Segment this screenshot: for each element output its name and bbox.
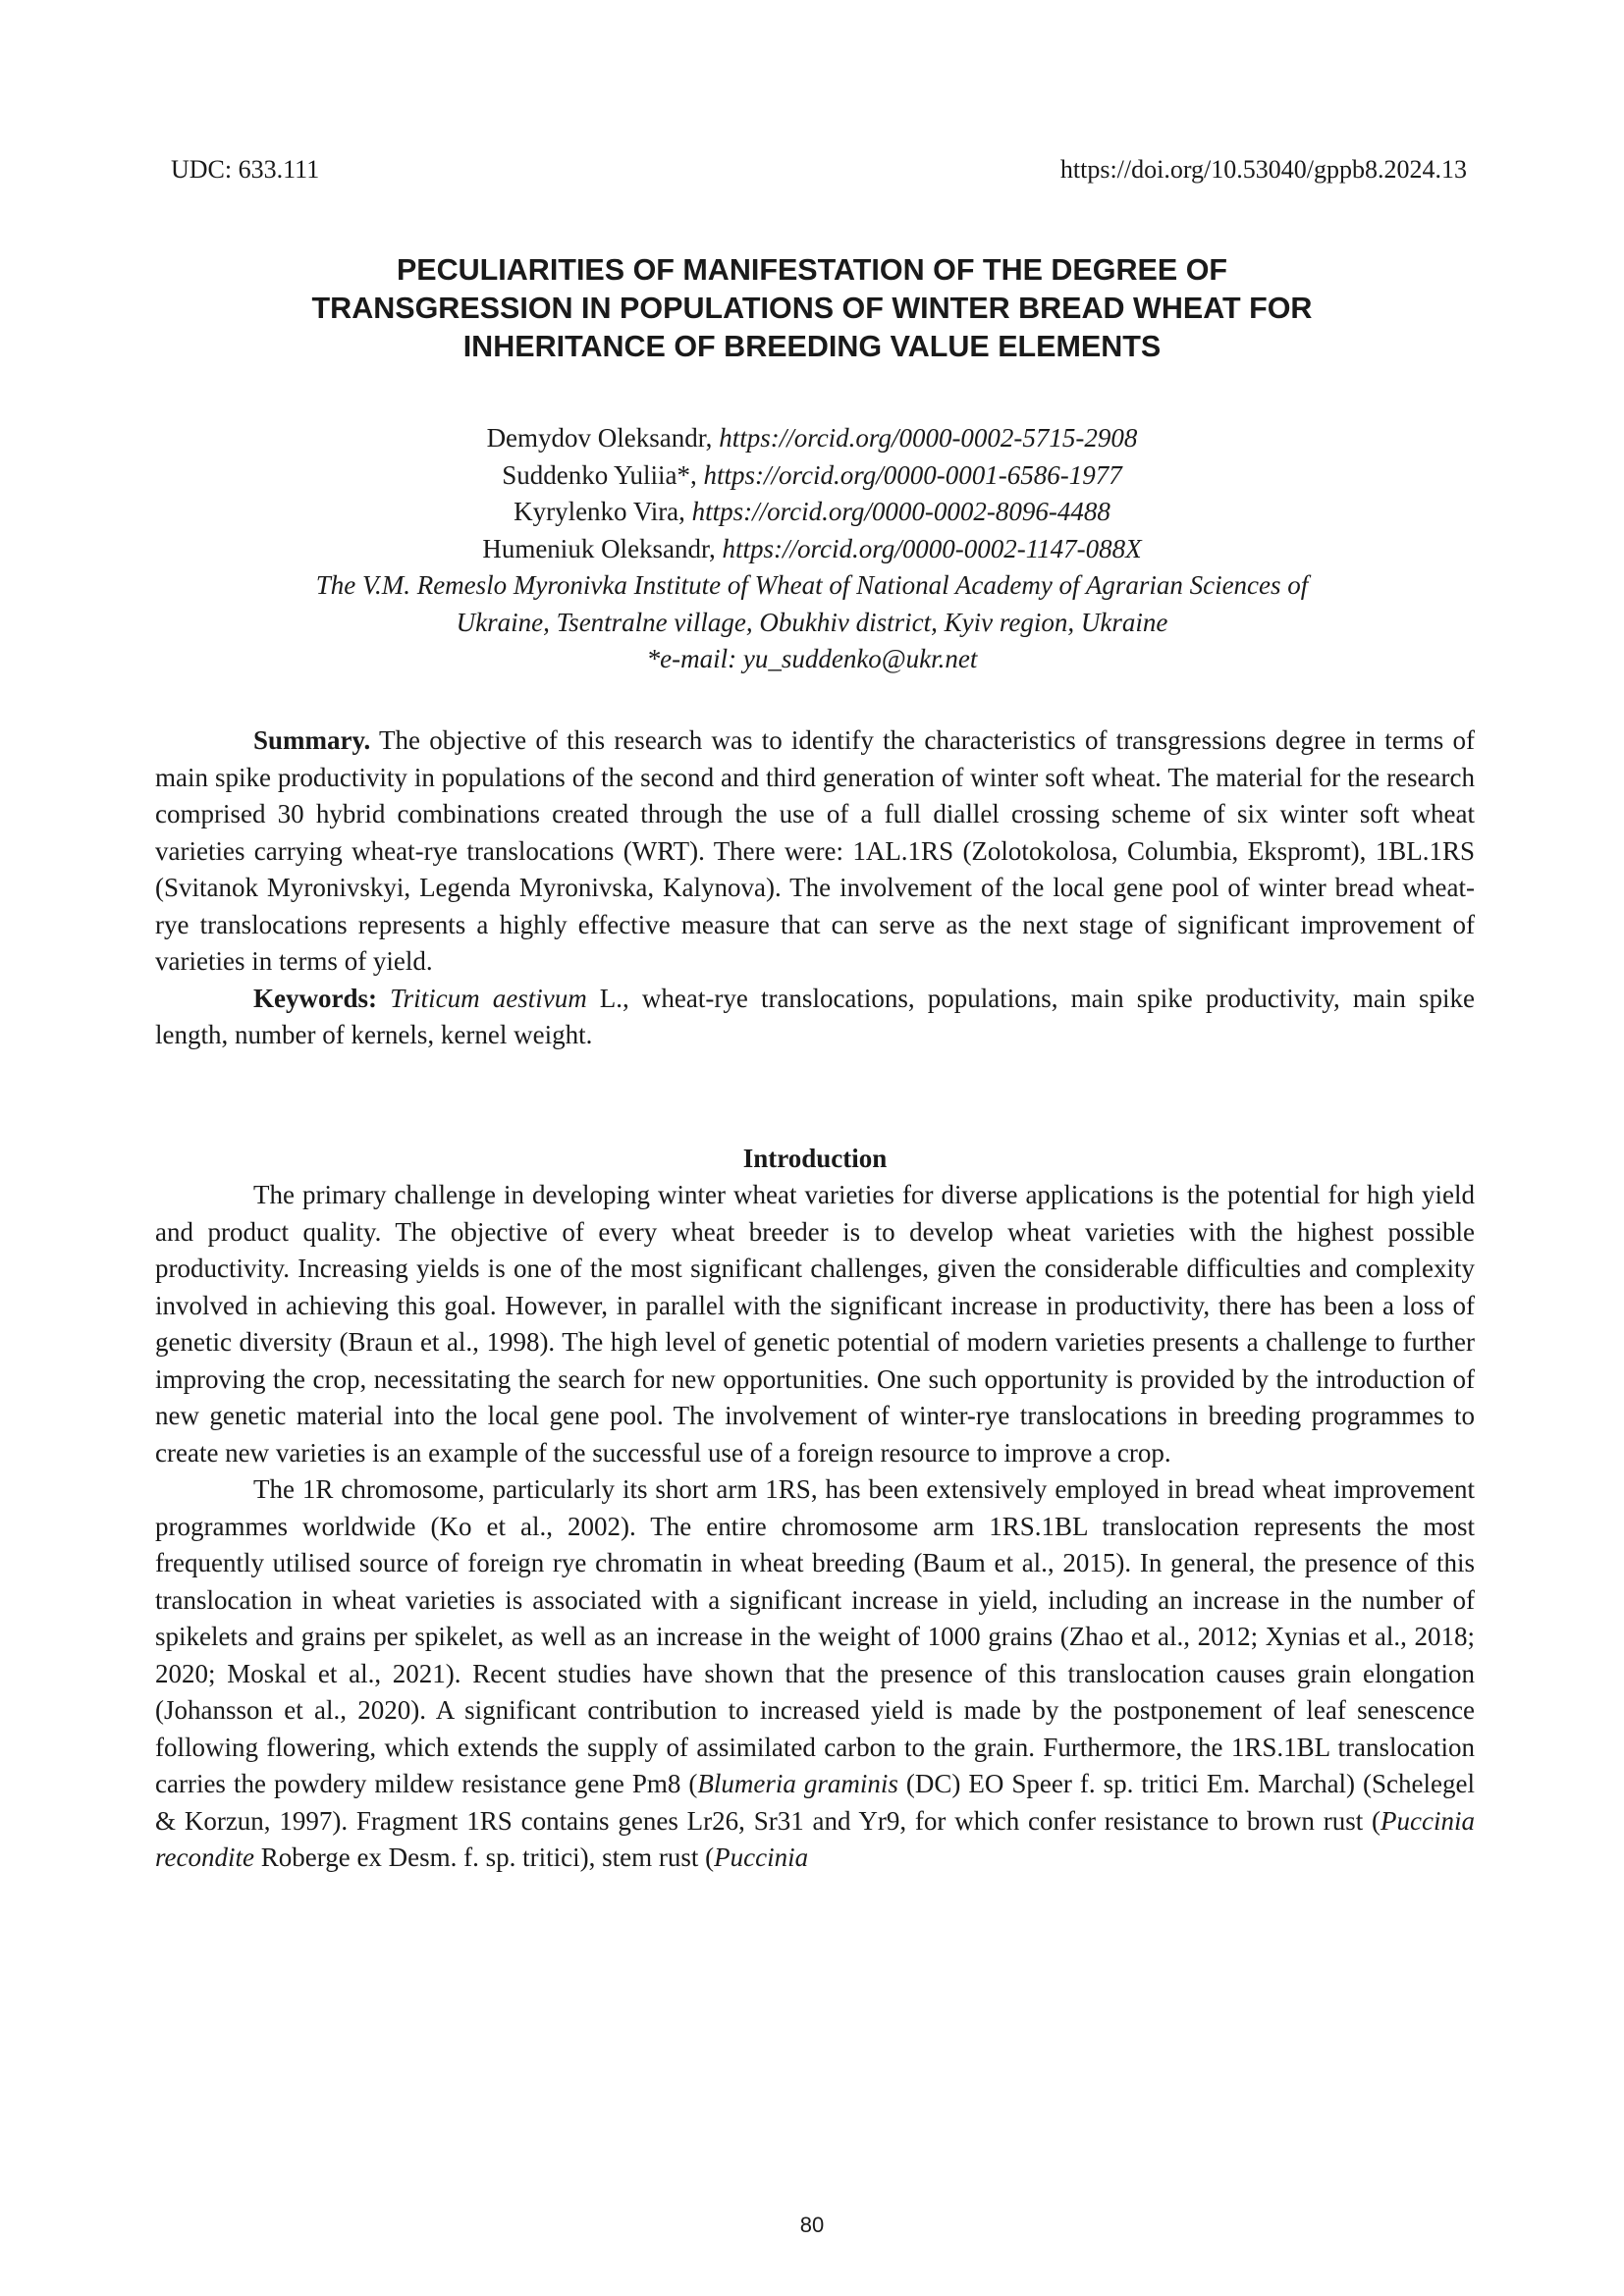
doi-link[interactable]: https://doi.org/10.53040/gppb8.2024.13 [1059, 155, 1467, 184]
contact-email[interactable]: *e-mail: yu_suddenko@ukr.net [646, 644, 978, 673]
introduction-section [155, 1177, 1475, 1877]
keywords-species: Triticum aestivum [390, 983, 587, 1013]
introduction-paragraph [155, 1471, 1475, 1877]
title-line: PECULIARITIES OF MANIFESTATION OF THE DEGREE OF [396, 253, 1228, 287]
title-line: TRANSGRESSION IN POPULATIONS OF WINTER BREAD WHEAT FOR [311, 292, 1313, 325]
species-name: Blumeria graminis [697, 1769, 898, 1798]
orcid-link[interactable]: https://orcid.org/0000-0002-8096-4488 [691, 497, 1110, 526]
paragraph-text: The 1R chromosome, particularly its short arm 1RS, has been extensively employed in bread wheat improvement programmes worldwide (Ko et al., 2002). The entire chromosome arm 1RS.1BL translocation represents the most frequently utilised source of foreign rye chromatin in wheat breeding (Baum et al., 2015). In general, the presence of this translocation in wheat varieties is associated with a significant increase in yield, including an increase in the number of spikelets and grains per spikelet, as well as an increase in the weight of 1000 grains (Zhao et al., 2012; Xynias et al., 2018; 2020; Moskal et al., 2021). Recent studies have shown that the presence of this translocation causes grain elongation (Johansson et al., 2020). A significant contribution to increased yield is made by the postponement of leaf senescence following flowering, which extends the supply of assimilated carbon to the grain. Furthermore, the 1RS.1BL translocation carries the powdery mildew resistance gene Pm8 ( [155, 1474, 1475, 1798]
orcid-link[interactable]: https://orcid.org/0000-0001-6586-1977 [703, 459, 1122, 490]
author-block [147, 420, 1477, 678]
orcid-link[interactable]: https://orcid.org/0000-0002-1147-088X [722, 533, 1142, 563]
author-name: Suddenko Yuliia*, [502, 459, 704, 490]
author-entry [147, 420, 1477, 457]
summary-label: Summary. [253, 725, 371, 755]
udc-code: UDC: 633.111 [171, 155, 320, 184]
title-line: INHERITANCE OF BREEDING VALUE ELEMENTS [462, 330, 1162, 363]
author-name: Demydov Oleksandr, [486, 423, 720, 453]
summary-paragraph [155, 722, 1475, 981]
author-entry [147, 494, 1477, 531]
affiliation-line: The V.M. Remeslo Myronivka Institute of Wheat of National Academy of Agrarian Sciences of [315, 570, 1309, 600]
introduction-heading: Introduction [742, 1144, 888, 1173]
orcid-link[interactable]: https://orcid.org/0000-0002-5715-2908 [719, 423, 1138, 453]
keywords-text: L., wheat-rye translocations, populations, main spike productivity, main spike length, number of kernels, kernel weight. [155, 983, 1475, 1049]
introduction-paragraph: The primary challenge in developing winter wheat varieties for diverse applications is the potential for high yield and product quality. The objective of every wheat breeder is to develop wheat varieties with the highest possible productivity. Increasing yields is one of the most significant challenges, given the considerable difficulties and complexity involved in achieving this goal. However, in parallel with the significant increase in productivity, there has been a loss of genetic diversity (Braun et al., 1998). The high level of genetic potential of modern varieties presents a challenge to further improving the crop, necessitating the search for new opportunities. One such opportunity is provided by the introduction of new genetic material into the local gene pool. The involvement of winter-rye translocations in breeding programmes to create new varieties is an example of the successful use of a foreign resource to improve a crop. [155, 1180, 1475, 1468]
paragraph-text: (DC) EO Speer f. sp. tritici Em. Marchal) (Schelegel & Korzun, 1997). Fragment 1RS contains genes Lr26, Sr31 and Yr9, for which confer resistance to brown rust ( [155, 1769, 1475, 1836]
page-number: 80 [799, 2213, 825, 2237]
summary-section [155, 722, 1475, 1054]
keywords-label: Keywords: [253, 983, 377, 1013]
author-name: Kyrylenko Vira, [514, 497, 692, 526]
keywords-paragraph [155, 981, 1475, 1054]
paper-title [147, 251, 1477, 366]
author-entry [147, 531, 1477, 568]
affiliation-line: Ukraine, Tsentralne village, Obukhiv district, Kyiv region, Ukraine [456, 607, 1168, 637]
author-entry [147, 457, 1477, 495]
paragraph-text: Roberge ex Desm. f. sp. tritici), stem rust ( [253, 1842, 715, 1872]
species-name: Puccinia recondite [155, 1805, 1475, 1872]
species-name: Puccinia [714, 1842, 809, 1872]
summary-text: The objective of this research was to identify the characteristics of transgressions degree in terms of main spike productivity in populations of the second and third generation of winter soft wheat. The material for the research comprised 30 hybrid combinations created through the use of a full diallel crossing scheme of six winter soft wheat varieties carrying wheat-rye translocations (WRT). There were: 1AL.1RS (Zolotokolosa, Columbia, Ekspromt), 1BL.1RS (Svitanok Myronivskyi, Legenda Myronivska, Kalynova). The involvement of the local gene pool of winter bread wheat-rye translocations represents a highly effective measure that can serve as the next stage of significant improvement of varieties in terms of yield. [155, 725, 1475, 976]
author-name: Humeniuk Oleksandr, [482, 533, 723, 563]
